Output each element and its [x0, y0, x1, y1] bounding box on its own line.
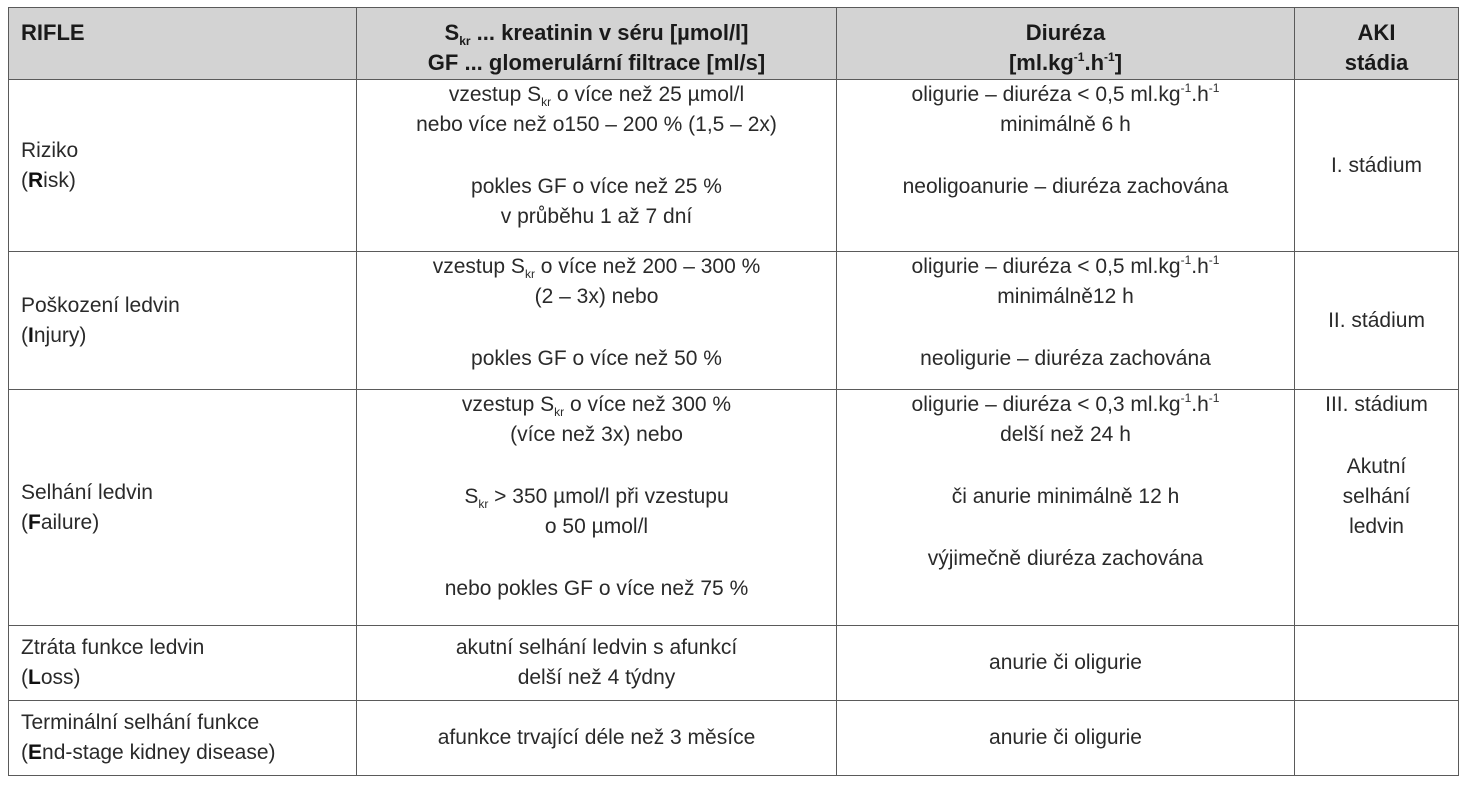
rifle-category-risk: Riziko (Risk) — [9, 80, 357, 252]
diuresis-criteria-loss: anurie či oligurie — [837, 626, 1295, 701]
rifle-category-loss: Ztráta funkce ledvin (Loss) — [9, 626, 357, 701]
rifle-table — [8, 7, 1459, 776]
diuresis-criteria-failure: oligurie – diuréza < 0,3 $ml.kg^{-1}.h^{-1}$ delší než 24 h či anurie minimálně 12 h výjimečně diuréza zachována — [837, 390, 1295, 626]
header-row — [9, 8, 1459, 80]
diuresis-criteria-risk: oligurie – diuréza < 0,5 $ml.kg^{-1}.h^{-1}$ minimálně 6 h neoligoanurie – diuréza zachována — [837, 80, 1295, 252]
header-creatinine-gf: $S_{kr}$ ... kreatinin v séru [µmol/l] GF ... glomerulární filtrace [ml/s] — [357, 8, 837, 80]
diuresis-criteria-end-stage: anurie či oligurie — [837, 701, 1295, 776]
header-aki-stage: AKI stádia — [1295, 8, 1459, 80]
aki-stage-failure: III. stádium Akutní selhání ledvin — [1295, 390, 1459, 626]
creatinine-criteria-failure: vzestup $S_{kr}$ o více než 300 % (více než 3x) nebo $S_{kr} > 350$ µmol/l při vzestupu o 50 µmol/l nebo pokles GF o více než 75 % — [357, 390, 837, 626]
aki-stage-risk: I. stádium — [1295, 80, 1459, 252]
table-row-injury — [9, 252, 1459, 390]
rifle-category-end-stage: Terminální selhání funkce (End-stage kidney disease) — [9, 701, 357, 776]
creatinine-criteria-end-stage: afunkce trvající déle než 3 měsíce — [357, 701, 837, 776]
table-row-loss — [9, 626, 1459, 701]
table-row-failure — [9, 390, 1459, 626]
diuresis-criteria-injury: oligurie – diuréza < 0,5 $ml.kg^{-1}.h^{-1}$ minimálně12 h neoligurie – diuréza zachována — [837, 252, 1295, 390]
header-rifle: RIFLE — [9, 8, 357, 80]
table-row-risk — [9, 80, 1459, 252]
creatinine-criteria-risk: vzestup $S_{kr}$ o více než 25 µmol/l nebo více než o150 – 200 % (1,5 – 2x) pokles GF o více než 25 % v průběhu 1 až 7 dní — [357, 80, 837, 252]
aki-stage-loss — [1295, 626, 1459, 701]
creatinine-criteria-loss: akutní selhání ledvin s afunkcí delší než 4 týdny — [357, 626, 837, 701]
aki-stage-end-stage — [1295, 701, 1459, 776]
header-diuresis: Diuréza $[ml.kg^{-1}.h^{-1}]$ — [837, 8, 1295, 80]
aki-stage-injury: II. stádium — [1295, 252, 1459, 390]
rifle-category-injury: Poškození ledvin (Injury) — [9, 252, 357, 390]
creatinine-criteria-injury: vzestup $S_{kr}$ o více než 200 – 300 % (2 – 3x) nebo pokles GF o více než 50 % — [357, 252, 837, 390]
table-row-end-stage — [9, 701, 1459, 776]
rifle-category-failure: Selhání ledvin (Failure) — [9, 390, 357, 626]
